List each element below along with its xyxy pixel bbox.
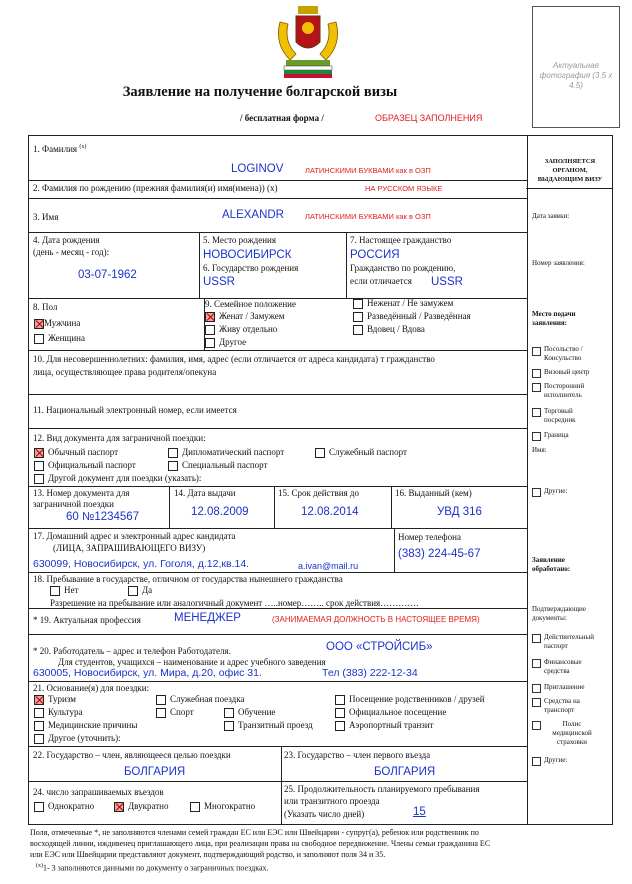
field-18-label: 18. Пребывание в государстве, отличном от государства нынешнего гражданства [33,574,343,584]
study-checkbox[interactable] [224,708,234,718]
email-value[interactable]: a.ivan@mail.ru [298,561,359,571]
other-purpose-label: Другое (уточнить): [48,733,121,743]
surname-hint: ЛАТИНСКИМИ БУКВАМИ как в ОЗП [305,166,431,175]
special-passport-checkbox[interactable] [168,461,178,471]
other-label: Другие: [544,487,568,495]
service-passport-checkbox[interactable] [315,448,325,458]
field-11-label: 11. Национальный электронный номер, если имеется [33,405,237,415]
valid-passport-checkbox[interactable] [532,634,541,643]
official-visit-label: Официальное посещение [349,707,447,717]
first-name-hint: ЛАТИНСКИМИ БУКВАМИ как в ОЗП [305,212,431,221]
processed-label: Заявление обработано: [532,556,571,573]
other-document-label: Другой документ для поездки (указать): [48,473,202,483]
employer-name-value[interactable]: ООО «СТРОЙСИБ» [326,641,433,653]
birth-date-value[interactable]: 03-07-1962 [78,269,137,281]
phone-value[interactable]: (383) 224-45-67 [398,548,481,560]
phone-label: Номер телефона [398,532,461,542]
medical-label: Медицинские причины [48,720,138,730]
birth-place-value[interactable]: НОВОСИБИРСК [203,249,292,261]
residence-permit-label: Разрешение на пребывание или аналогичный документ …..номер…….. срок действия…………. [50,598,419,608]
ordinary-passport-label: Обычный паспорт [48,447,119,457]
other-status-checkbox[interactable] [205,338,215,348]
field-10-line1: 10. Для несовершеннолетних: фамилия, имя, адрес (если отличается от адреса кандидата) т гражданство [33,354,435,364]
issue-date-value[interactable]: 12.08.2009 [191,506,249,518]
field-17-label2: (ЛИЦА, ЗАПРАШИВАЮЩЕГО ВИЗУ) [53,543,206,553]
male-checkbox[interactable] [34,319,44,329]
embassy-label: Посольство / Консульство [544,345,583,362]
widow-label: Вдовец / Вдова [367,324,425,334]
field-15-label: 15. Срок действия до [278,488,359,498]
tourism-checkbox[interactable] [34,695,44,705]
issuer-value[interactable]: УВД 316 [437,506,482,518]
footer-line1: Поля, отмеченные *, не заполняются членами семей граждан ЕС или ЕЭС или Швейцарии - супруг(а), ребенок или родственник по [30,828,479,837]
supporting-docs-label: Подтверждающие документы: [532,605,586,622]
page-title: Заявление на получение болгарской визы [122,84,398,100]
field-25-label3: (Указать число дней) [284,809,365,819]
other-docs-label: Другие: [544,756,568,764]
female-checkbox[interactable] [34,334,44,344]
diplomatic-passport-label: Дипломатический паспорт [182,447,285,457]
female-label: Женщина [48,333,85,343]
field-8-label: 8. Пол [33,302,58,312]
field-6-label: 6. Государство рождения [203,263,299,273]
field-10-line2: лица, осуществляющее права родителя/опекуна [33,367,217,377]
diplomatic-passport-checkbox[interactable] [168,448,178,458]
field-13-label: 13. Номер документа для [33,488,130,498]
insurance-label: Полис медицинской страховки [552,720,592,746]
residence-yes-checkbox[interactable] [128,586,138,596]
divorced-label: Разведённый / Разведённая [367,311,471,321]
divorced-checkbox[interactable] [353,312,363,322]
surname-value[interactable]: LOGINOV [231,163,284,175]
transport-funds-checkbox[interactable] [532,698,541,707]
separated-checkbox[interactable] [205,325,215,335]
single-entry-label: Однократно [48,801,95,811]
form-subtitle: / бесплатная форма / [240,113,324,123]
other-document-checkbox[interactable] [34,474,44,484]
field-20-label2: Для студентов, учащихся – наименование и адрес учебного заведения [58,657,326,667]
field-24-label: 24. число запрашиваемых въездов [33,787,164,797]
official-visit-checkbox[interactable] [335,708,345,718]
profession-value[interactable]: МЕНЕДЖЕР [174,612,241,624]
profession-hint: (ЗАНИМАЕМАЯ ДОЛЖНОСТЬ В НАСТОЯЩЕЕ ВРЕМЯ) [272,615,480,624]
married-label: Женат / Замужем [219,311,285,321]
provider-label: Посторонний исполнитель [544,382,585,399]
field-25-label: 25. Продолжительность планируемого пребывания [284,784,480,794]
culture-label: Культура [48,707,83,717]
footer-line4: $^{(x)}$1- 3 заполняются данными по документу о заграничных поездках. [36,863,269,873]
field-19-label: * 19. Актуальная профессия [33,615,141,625]
airport-transit-label: Аэропортный транзит [349,720,434,730]
embassy-checkbox[interactable] [532,347,541,356]
commercial-checkbox[interactable] [532,408,541,417]
visit-relatives-checkbox[interactable] [335,695,345,705]
service-passport-label: Служебный паспорт [329,447,407,457]
field-7-if-different: если отличается [350,276,412,286]
stay-days-value[interactable]: 15 [413,806,426,818]
double-entry-checkbox[interactable] [114,802,124,812]
field-22-label: 22. Государство – член, являющееся целью поездки [33,750,231,760]
business-trip-checkbox[interactable] [156,695,166,705]
other-purpose-checkbox[interactable] [34,734,44,744]
application-number-label: Номер заявления: [532,259,585,267]
first-name-value[interactable]: ALEXANDR [222,209,284,221]
residence-no-checkbox[interactable] [50,586,60,596]
passport-number-value[interactable]: 60 №1234567 [66,511,140,523]
field-13-label2: заграничной поездки [33,499,114,509]
separated-label: Живу отдельно [219,324,278,334]
business-trip-label: Служебная поездка [170,694,245,704]
funds-checkbox[interactable] [532,659,541,668]
application-date-label: Дата заявки: [532,212,570,220]
other-checkbox[interactable] [532,488,541,497]
residence-no-label: Нет [64,585,79,595]
special-passport-label: Специальный паспорт [182,460,268,470]
tourism-label: Туризм [48,694,76,704]
multiple-entry-label: Многократно [204,801,256,811]
transit-checkbox[interactable] [224,721,234,731]
visit-relatives-label: Посещение родственников / друзей [349,694,485,704]
submission-place-label: Место подачи заявления: [532,310,576,327]
official-passport-checkbox[interactable] [34,461,44,471]
citizenship-value[interactable]: РОССИЯ [350,249,400,261]
single-entry-checkbox[interactable] [34,802,44,812]
single-checkbox[interactable] [353,299,363,309]
field-25-label2: или транзитного проезда [284,796,380,806]
birth-citizenship-value[interactable]: USSR [431,276,463,288]
field-17-label: 17. Домашний адрес и электронный адрес кандидата [33,531,236,541]
widow-checkbox[interactable] [353,325,363,335]
double-entry-label: Двукратно [128,801,169,811]
visa-center-label: Визовый центр [544,368,590,376]
field-7-birth-citizenship-label: Гражданство по рождению, [350,263,456,273]
medical-checkbox[interactable] [34,721,44,731]
field-5-label: 5. Место рождения [203,235,277,245]
study-label: Обучение [238,707,276,717]
invitation-checkbox[interactable] [532,684,541,693]
field-9-label: 9. Семейное положение [205,299,296,309]
married-checkbox[interactable] [205,312,215,322]
field-7-label: 7. Настоящее гражданство [350,235,452,245]
field-23-label: 23. Государство – член первого въезда [284,750,431,760]
provider-checkbox[interactable] [532,383,541,392]
official-passport-label: Официальный паспорт [48,460,136,470]
invitation-label: Приглашение [544,683,585,691]
home-address-value[interactable]: 630099, Новосибирск, ул. Гоголя, д.12,кв.14. [33,558,250,570]
funds-label: Финансовые средства [544,658,582,675]
field-4-format: (день - месяц - год): [33,247,110,257]
single-label: Неженат / Не замужем [367,298,454,308]
name-label: Имя: [532,446,547,454]
field-2-label: 2. Фамилия по рождению (прежняя фамилия(и) имя(имена)) (x) [33,183,278,193]
employer-phone-value[interactable]: Тел (383) 222-12-34 [322,667,418,679]
expiry-date-value[interactable]: 12.08.2014 [301,506,359,518]
footer-line2: восходящей линии, иждивенец приглашающего лица, при реализации права на свободное передвижение. Члены семьи гражданина ЕС [30,839,491,848]
visa-center-checkbox[interactable] [532,369,541,378]
employer-address-value[interactable]: 630005, Новосибирск, ул. Мира, д.20, офис 31. [33,667,262,679]
field-16-label: 16. Выданный (кем) [395,488,472,498]
office-use-heading: ЗАПОЛНЯЕТСЯ ОРГАНОМ, ВЫДАЮЩИМ ВИЗУ [537,158,603,183]
photo-box [532,6,620,128]
residence-yes-label: Да [142,585,153,595]
destination-state-value[interactable]: БОЛГАРИЯ [124,766,186,778]
valid-passport-label: Действительный паспорт [544,633,594,650]
field-3-label: 3. Имя [33,212,59,222]
first-entry-state-value[interactable]: БОЛГАРИЯ [374,766,436,778]
footer-line3: или ЕЭС или Швейцарии представляют документ, подтверждающий родство, и заполняют поля 34 и 35. [30,850,386,859]
sport-checkbox[interactable] [156,708,166,718]
sport-label: Спорт [170,707,194,717]
photo-caption: Актуальная фотография (3.5 х 4.5) [539,61,613,90]
field-21-label: 21. Основание(я) для поездки: [33,683,150,693]
bulgaria-coat-of-arms [266,4,350,80]
field-20-label: * 20. Работодатель – адрес и телефон Работодателя. [33,646,231,656]
field-1-label: 1. Фамилия $^{(x)}$ [33,144,87,154]
sample-mark: ОБРАЗЕЦ ЗАПОЛНЕНИЯ [375,113,483,123]
border-checkbox[interactable] [532,432,541,441]
airport-transit-checkbox[interactable] [335,721,345,731]
other-status-label: Другое [219,337,247,347]
border-label: Граница [544,431,569,439]
transit-label: Транзитный проезд [238,720,313,730]
birth-surname-hint: НА РУССКОМ ЯЗЫКЕ [365,184,443,193]
other-docs-checkbox[interactable] [532,757,541,766]
transport-funds-label: Средства на транспорт [544,697,580,714]
field-4-label: 4. Дата рождения [33,235,100,245]
male-label: Мужчина [44,318,81,328]
culture-checkbox[interactable] [34,708,44,718]
ordinary-passport-checkbox[interactable] [34,448,44,458]
field-14-label: 14. Дата выдачи [174,488,236,498]
birth-country-value[interactable]: USSR [203,276,235,288]
commercial-label: Торговый посредник [544,407,576,424]
field-12-label: 12. Вид документа для заграничной поездки: [33,433,206,443]
insurance-checkbox[interactable] [532,721,541,730]
multiple-entry-checkbox[interactable] [190,802,200,812]
